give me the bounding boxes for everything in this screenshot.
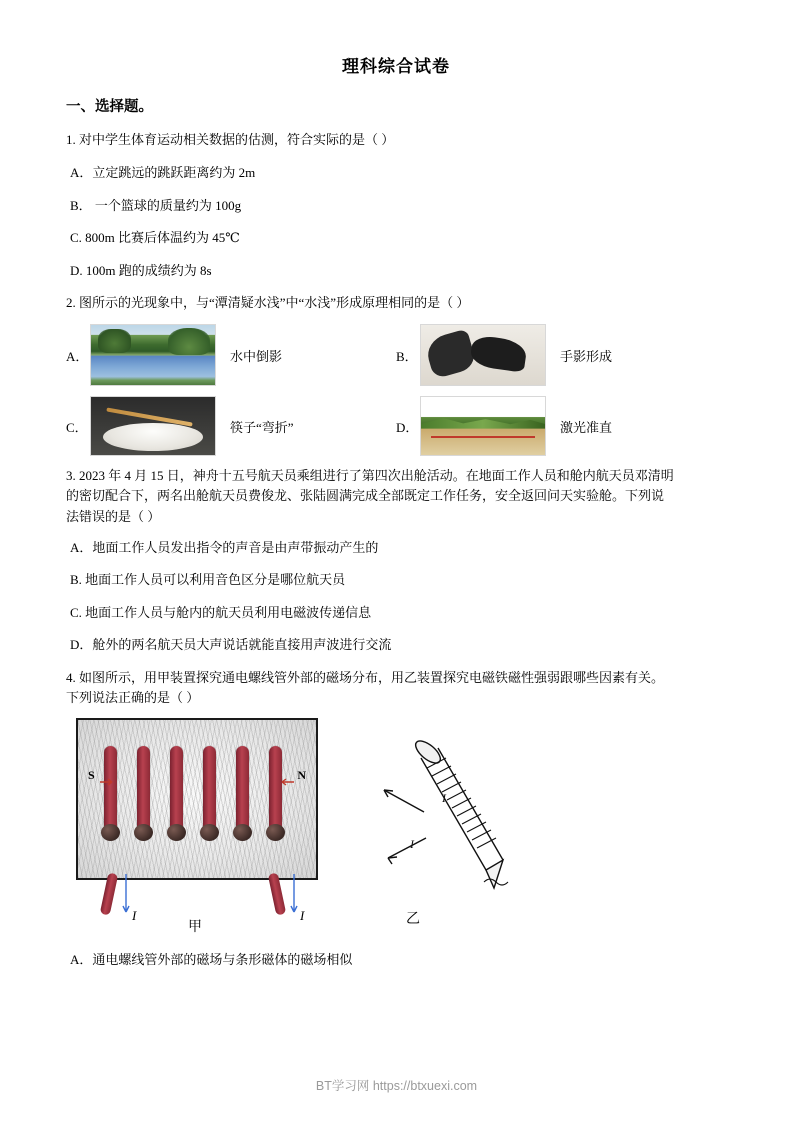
image-option-a xyxy=(66,324,396,386)
question-3-stem-line-3: 法错误的是（ ） xyxy=(66,508,161,524)
image-option-a-caption: 水中倒影 xyxy=(230,348,283,364)
question-1-option-a: A．立定跳远的跳跃距离约为 2m xyxy=(70,165,256,181)
pole-label-s: S xyxy=(88,767,95,782)
image-option-b xyxy=(396,324,726,386)
question-1-option-c: C. 800m 比赛后体温约为 45℃ xyxy=(70,230,240,246)
question-3-option-d: D．舱外的两名航天员大声说话就能直接用声波进行交流 xyxy=(70,637,392,653)
question-2-number: 2. xyxy=(66,295,76,311)
figure-caption-yi: 乙 xyxy=(406,911,420,927)
image-option-b-caption: 手影形成 xyxy=(560,348,613,364)
chopstick-bent-photo xyxy=(90,396,216,456)
question-4-stem xyxy=(66,668,726,708)
electromagnet-nail-diagram xyxy=(366,730,566,920)
image-option-d-caption: 激光准直 xyxy=(560,419,613,435)
question-3-stem-line-1: 3. 2023 年 4 月 15 日，神舟十五号航天员乘组进行了第四次出舱活动。在地面工作人员和舱内航天员邓清明 xyxy=(66,468,674,484)
question-4-stem-line-2: 下列说法正确的是（ ） xyxy=(66,689,200,705)
question-3-option-c: C. 地面工作人员与舱内的航天员利用电磁波传递信息 xyxy=(70,604,372,620)
question-3-option-b: B. 地面工作人员可以利用音色区分是哪位航天员 xyxy=(70,572,346,588)
electromagnet-svg xyxy=(366,730,566,920)
question-4-stem-line-1: 4. 如图所示，用甲装置探究通电螺线管外部的磁场分布，用乙装置探究电磁铁磁性强弱跟哪些因素有关。 xyxy=(66,669,665,685)
image-option-c-label: C． xyxy=(66,419,88,435)
document-content xyxy=(66,52,726,982)
svg-text:I: I xyxy=(442,790,446,805)
image-option-row-2 xyxy=(66,396,726,456)
question-2-stem xyxy=(66,293,726,313)
question-1-option-b: B． 一个篮球的质量约为 100g xyxy=(70,197,242,213)
image-option-d xyxy=(396,396,726,456)
current-label-left: I xyxy=(132,907,137,923)
svg-text:I: I xyxy=(410,836,414,851)
question-3-option-a: A．地面工作人员发出指令的声音是由声带振动产生的 xyxy=(70,539,379,555)
image-option-b-label: B． xyxy=(396,348,418,364)
question-3-stem-line-2: 的密切配合下，两名出舱航天员费俊龙、张陆圆满完成全部既定工作任务，安全返回问天实验舱。下列说 xyxy=(66,488,665,504)
question-1-text: 对中学生体育运动相关数据的估测，符合实际的是（ ） xyxy=(79,132,395,147)
pole-arrows-icon xyxy=(78,720,316,878)
question-4-option-a: A．通电螺线管外部的磁场与条形磁体的磁场相似 xyxy=(70,951,353,967)
image-option-d-label: D． xyxy=(396,419,419,435)
laser-alignment-photo xyxy=(420,396,546,456)
section-heading: 一、选择题。 xyxy=(66,99,153,115)
question-2-image-options xyxy=(66,324,726,456)
lake-reflection-photo xyxy=(90,324,216,386)
question-1-option-d: D. 100m 跑的成绩约为 8s xyxy=(70,262,212,278)
question-1-number: 1. xyxy=(66,132,76,147)
solenoid-filings-photo xyxy=(76,718,318,880)
question-1-stem xyxy=(66,130,726,150)
pole-label-n: N xyxy=(297,767,306,782)
question-3-stem xyxy=(66,466,726,526)
site-watermark: BT学习网 https://btxuexi.com xyxy=(315,1079,478,1093)
image-option-c-caption: 筷子“弯折” xyxy=(230,419,294,435)
current-label-right: I xyxy=(300,907,305,923)
image-option-c xyxy=(66,396,396,456)
figure-caption-jia: 甲 xyxy=(188,919,202,935)
image-option-row-1 xyxy=(66,324,726,386)
question-2-text: 图所示的光现象中，与“潭清疑水浅”中“水浅”形成原理相同的是（ ） xyxy=(79,295,470,311)
question-4-figure xyxy=(76,718,596,936)
hand-shadow-photo xyxy=(420,324,546,386)
current-arrows-icon xyxy=(76,868,336,938)
image-option-a-label: A． xyxy=(66,348,89,364)
page-title: 理科综合试卷 xyxy=(342,57,450,76)
